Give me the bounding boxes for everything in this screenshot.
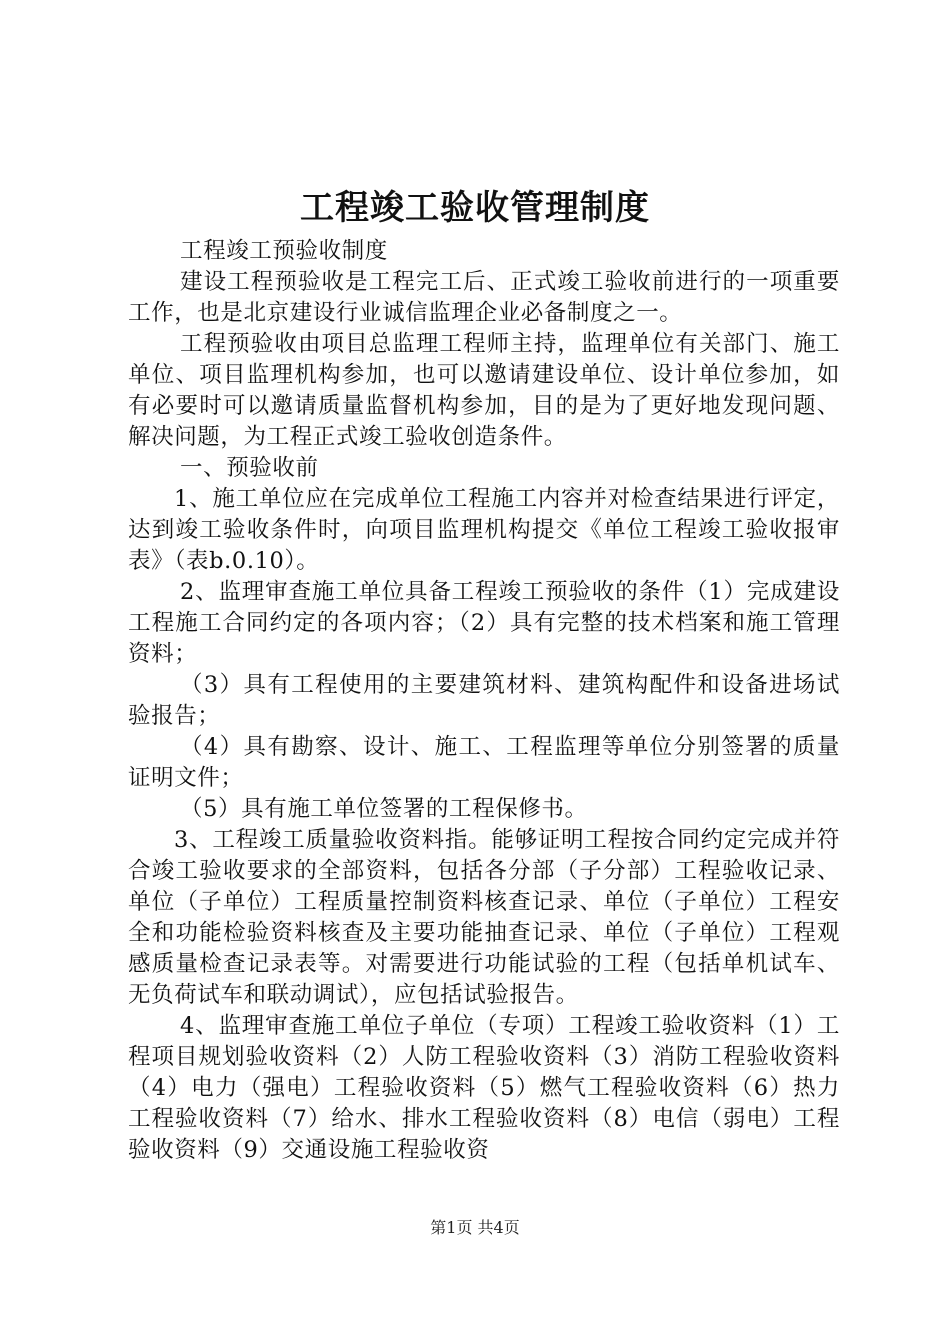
paragraph: （3）具有工程使用的主要建筑材料、建筑构配件和设备进场试验报告； [128, 672, 840, 729]
paragraph: 1、施工单位应在完成单位工程施工内容并对检查结果进行评定，达到竣工验收条件时，向项目监理机构提交《单位工程竣工验收报审表》（表b.0.10）。 [128, 486, 840, 574]
paragraph: 建设工程预验收是工程完工后、正式竣工验收前进行的一项重要工作，也是北京建设行业诚信监理企业必备制度之一。 [128, 269, 840, 326]
document-title: 工程竣工验收管理制度 [300, 188, 650, 228]
section-heading: 工程竣工预验收制度 [180, 238, 388, 264]
paragraph: 2、监理审查施工单位具备工程竣工预验收的条件（1）完成建设工程施工合同约定的各项内容；（2）具有完整的技术档案和施工管理资料； [128, 579, 840, 667]
paragraph: 3、工程竣工质量验收资料指。能够证明工程按合同约定完成并符合竣工验收要求的全部资料，包括各分部（子分部）工程验收记录、单位（子单位）工程质量控制资料核查记录、单位（子单位）工程安全和功能检验资料核查及主要功能抽查记录、单位（子单位）工程观感质量检查记录表等。对需要进行功能试验的工程（包括单机试车、无负荷试车和联动调试），应包括试验报告。 [128, 827, 840, 1008]
document-body [128, 236, 840, 1166]
paragraph: （4）具有勘察、设计、施工、工程监理等单位分别签署的质量证明文件； [128, 734, 840, 791]
paragraph: 4、监理审查施工单位子单位（专项）工程竣工验收资料（1）工程项目规划验收资料（2）人防工程验收资料（3）消防工程验收资料（4）电力（强电）工程验收资料（5）燃气工程验收资料（6）热力工程验收资料（7）给水、排水工程验收资料（8）电信（弱电）工程验收资料（9）交通设施工程验收资 [128, 1013, 840, 1163]
section-heading: 一、预验收前 [180, 455, 319, 481]
paragraph: （5）具有施工单位签署的工程保修书。 [180, 796, 588, 822]
page-footer: 第1页 共4页 [430, 1218, 520, 1237]
paragraph: 工程预验收由项目总监理工程师主持，监理单位有关部门、施工单位、项目监理机构参加，也可以邀请建设单位、设计单位参加，如有必要时可以邀请质量监督机构参加，目的是为了更好地发现问题、解决问题，为工程正式竣工验收创造条件。 [128, 331, 840, 450]
